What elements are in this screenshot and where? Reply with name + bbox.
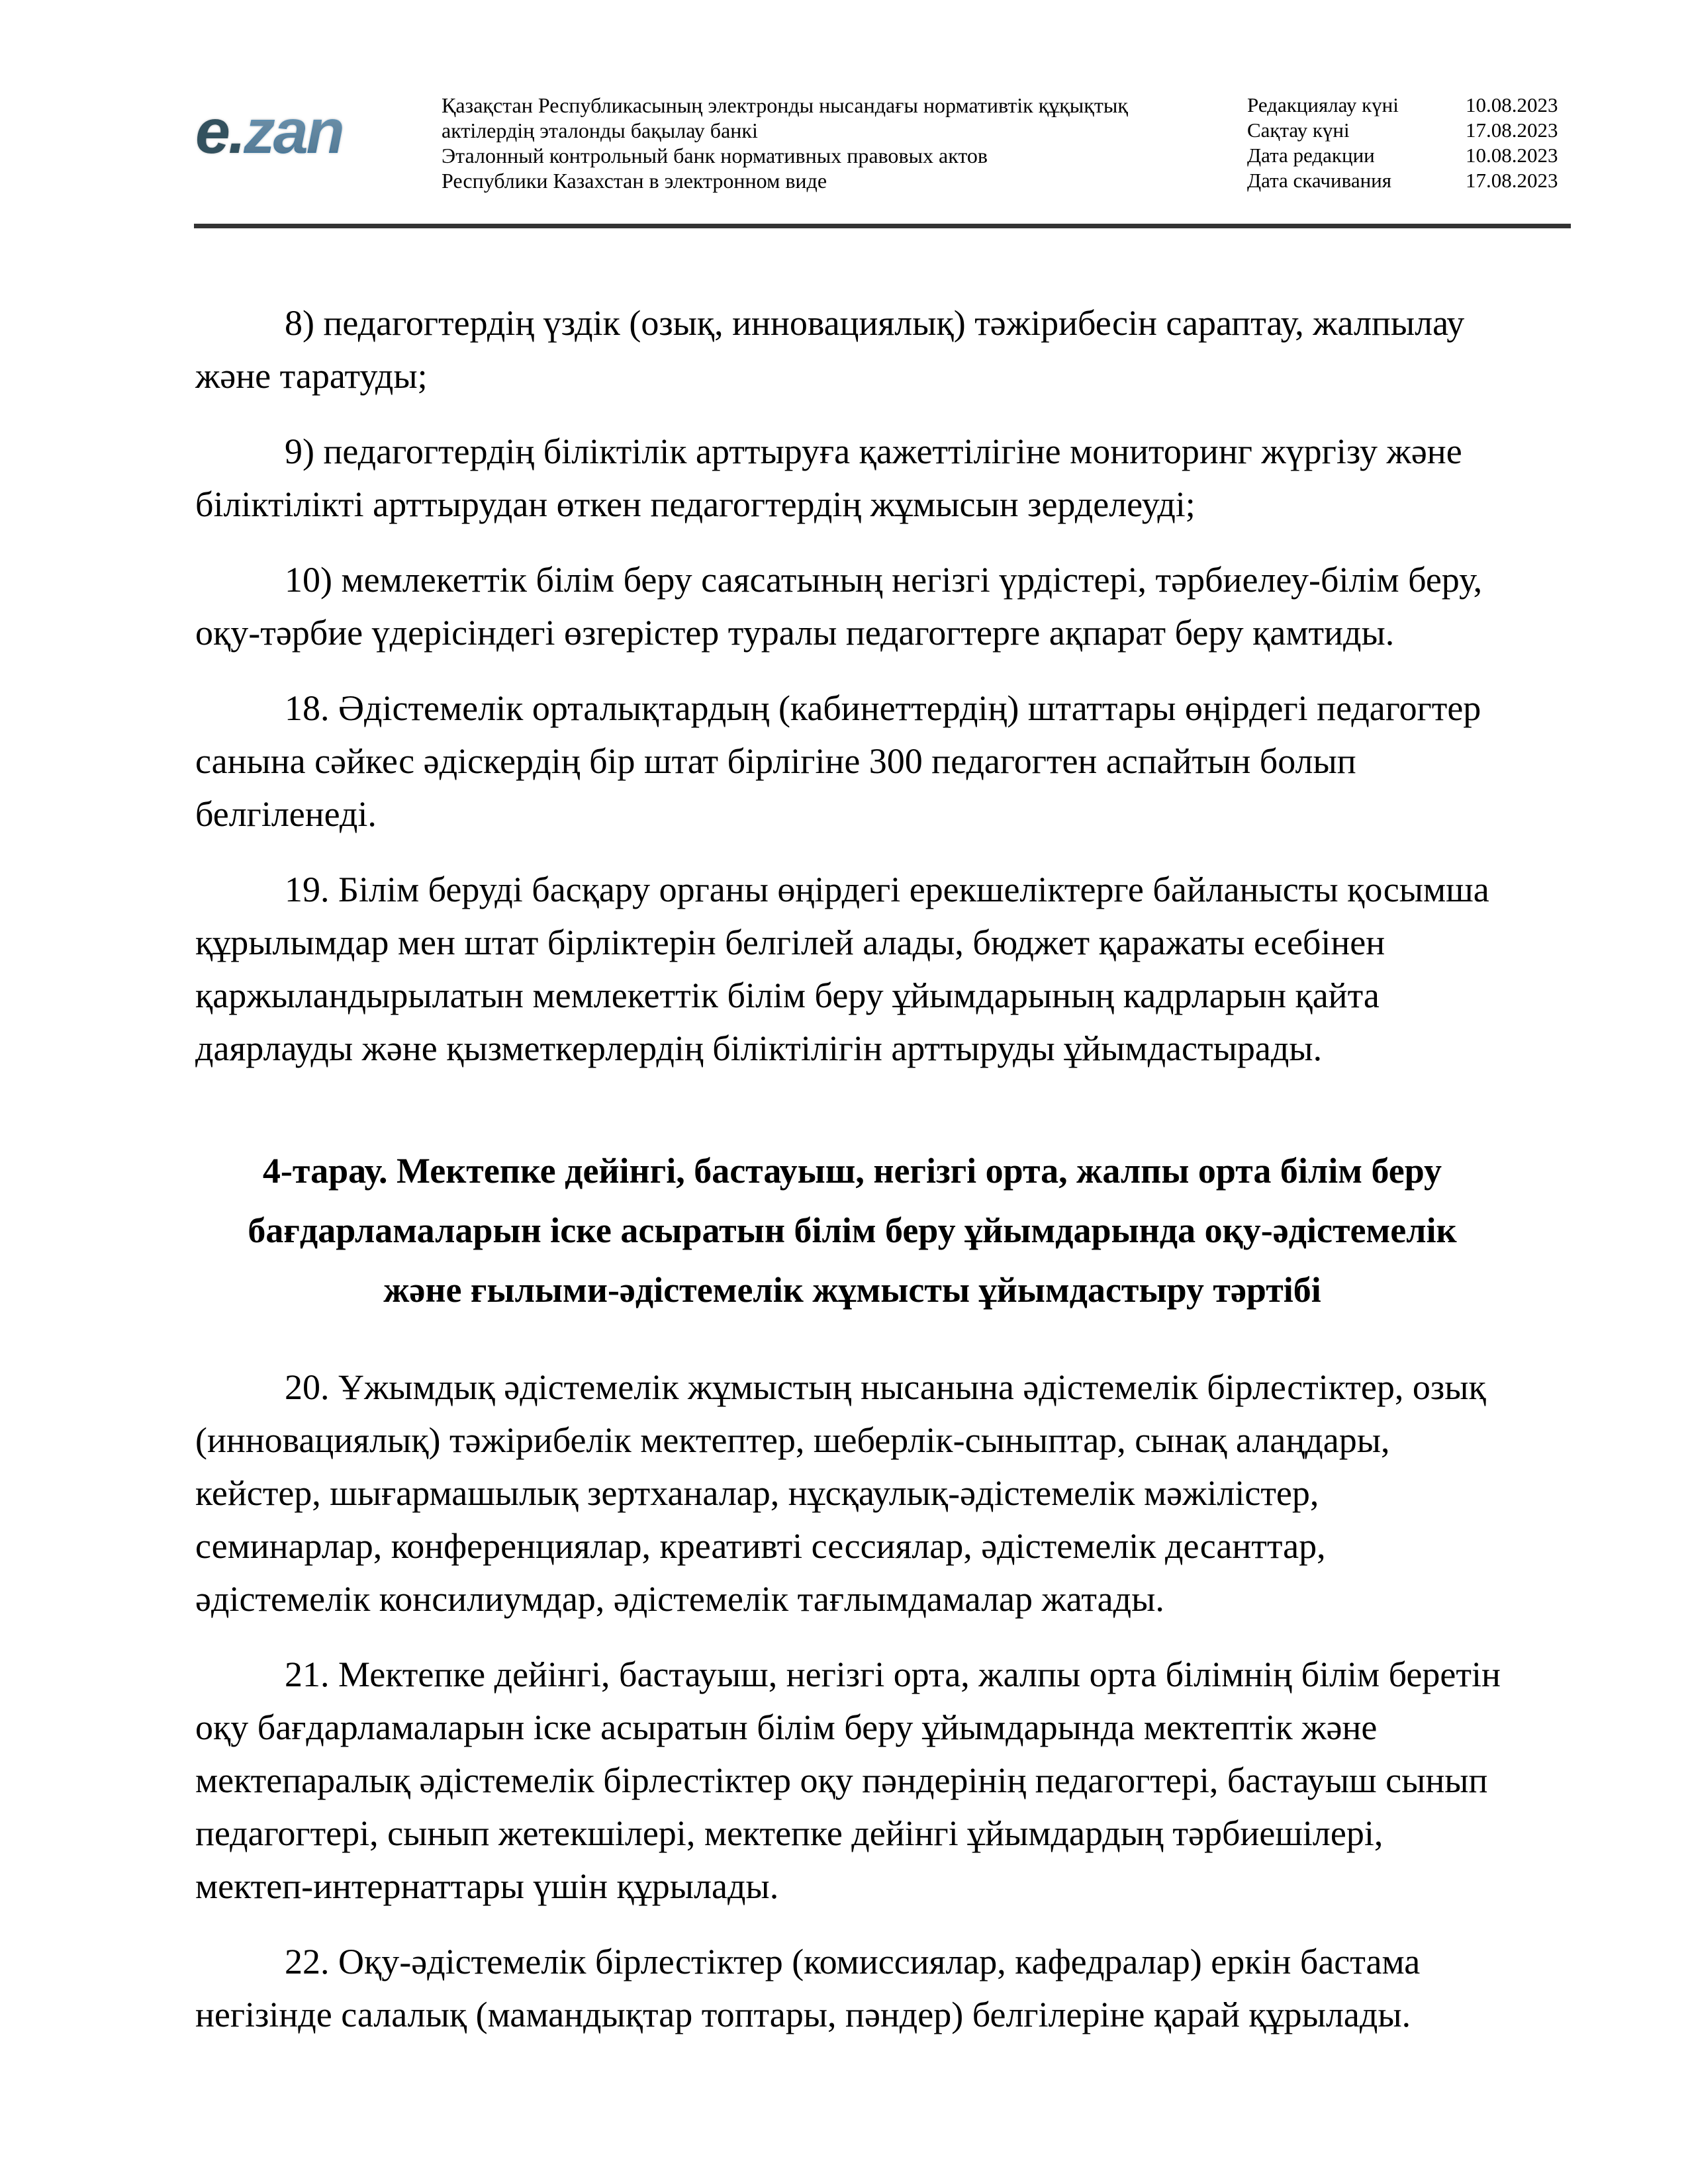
document-dates <box>1247 85 1565 193</box>
document-content <box>0 228 1688 2041</box>
paragraph-9: 9) педагогтердің біліктілік арттыруға қажеттілігіне мониторинг жүргізу және біліктілікті арттырудан өткен педагогтердің жұмысын зерделеуді; <box>195 432 1462 524</box>
meta-label: Сақтау күні <box>1247 118 1350 142</box>
paragraph-8: 8) педагогтердің үздік (озық, инновациялық) тәжірибесін сараптау, жалпылау және таратуды; <box>195 303 1465 396</box>
paragraph-10: 10) мемлекеттік білім беру саясатының негізгі үрдістері, тәрбиелеу-білім беру, оқу-тәрбие үдерісіндегі өзгерістер туралы педагогтерге ақпарат беру қамтиды. <box>195 560 1483 653</box>
meta-value: 17.08.2023 <box>1466 169 1558 192</box>
meta-label: Дата редакции <box>1247 144 1375 167</box>
chapter-heading-line-1: 4-тарау. Мектепке дейінгі, бастауыш, негізгі орта, жалпы орта білім беру <box>262 1151 1442 1191</box>
chapter-heading-line-2: бағдарламаларын іске асыратын білім беру ұйымдарында оқу-әдістемелік <box>248 1210 1457 1250</box>
org-title-line-kk-2: актілердің эталонды бақылау банкі <box>442 118 758 142</box>
page-header <box>0 0 1688 193</box>
org-title-line-ru-1: Эталонный контрольный банк нормативных правовых актов <box>442 144 988 167</box>
paragraph-20: 20. Ұжымдық әдістемелік жұмыстың нысанына әдістемелік бірлестіктер, озық (инновациялық) тәжірибелік мектептер, шеберлік-сыныптар, сынақ алаңдары, кейстер, шығармашылық зертханалар, нұсқаулық-әдістемелік мәжілістер, семинарлар, конференциялар, креативті сессиялар, әдістемелік десанттар, әдістемелік консилиумдар, әдістемелік тағлымдамалар жатады. <box>195 1367 1486 1619</box>
meta-row-edit-date-ru <box>1247 143 1565 168</box>
meta-row-download-date-ru <box>1247 168 1565 193</box>
chapter-heading-line-3: және ғылыми-әдістемелік жұмысты ұйымдастыру тәртібі <box>383 1270 1321 1310</box>
logo-text-e: e. <box>195 97 244 167</box>
org-title-line-ru-2: Республики Казахстан в электронном виде <box>442 169 827 193</box>
meta-label: Дата скачивания <box>1247 169 1392 192</box>
meta-value: 10.08.2023 <box>1466 144 1558 167</box>
logo-text-zan: zan <box>244 97 343 167</box>
paragraph-18: 18. Әдістемелік орталықтардың (кабинеттердің) штаттары өңірдегі педагогтер санына сәйкес әдіскердің бір штат бірлігіне 300 педагогтен аспайтын болып белгіленеді. <box>195 688 1481 834</box>
organization-title <box>442 85 1247 193</box>
meta-row-save-date-kk <box>1247 118 1565 143</box>
paragraph-21: 21. Мектепке дейінгі, бастауыш, негізгі орта, жалпы орта білімнің білім беретін оқу бағдарламаларын іске асыратын білім беру ұйымдарында мектептік және мектепаралық әдістемелік бірлестіктер оқу пәндерінің педагогтері, бастауыш сынып педагогтері, сынып жетекшілері, мектепке дейінгі ұйымдардың тәрбиешілері, мектеп-интернаттары үшін құрылады. <box>195 1655 1501 1906</box>
paragraph-22: 22. Оқу-әдістемелік бірлестіктер (комиссиялар, кафедралар) еркін бастама негізінде салалық (мамандықтар топтары, пәндер) белгілеріне қарай құрылады. <box>195 1942 1421 2034</box>
meta-value: 10.08.2023 <box>1466 93 1558 116</box>
paragraph-19: 19. Білім беруді басқару органы өңірдегі ерекшеліктерге байланысты қосымша құрылымдар мен штат бірліктерін белгілей алады, бюджет қаражаты есебінен қаржыландырылатын мемлекеттік білім беру ұйымдарының кадрларын қайта даярлауды және қызметкерлердің біліктілігін арттыруды ұйымдастырады. <box>195 870 1489 1068</box>
meta-value: 17.08.2023 <box>1466 118 1558 142</box>
chapter-4-heading <box>202 1141 1503 1320</box>
org-title-line-kk-1: Қазақстан Республикасының электронды нысандағы нормативтік құқықтық <box>442 93 1128 117</box>
meta-label: Редакциялау күні <box>1247 93 1399 116</box>
header-divider <box>194 224 1571 228</box>
meta-row-edit-date-kk <box>1247 93 1565 118</box>
ezan-logo <box>195 97 442 167</box>
